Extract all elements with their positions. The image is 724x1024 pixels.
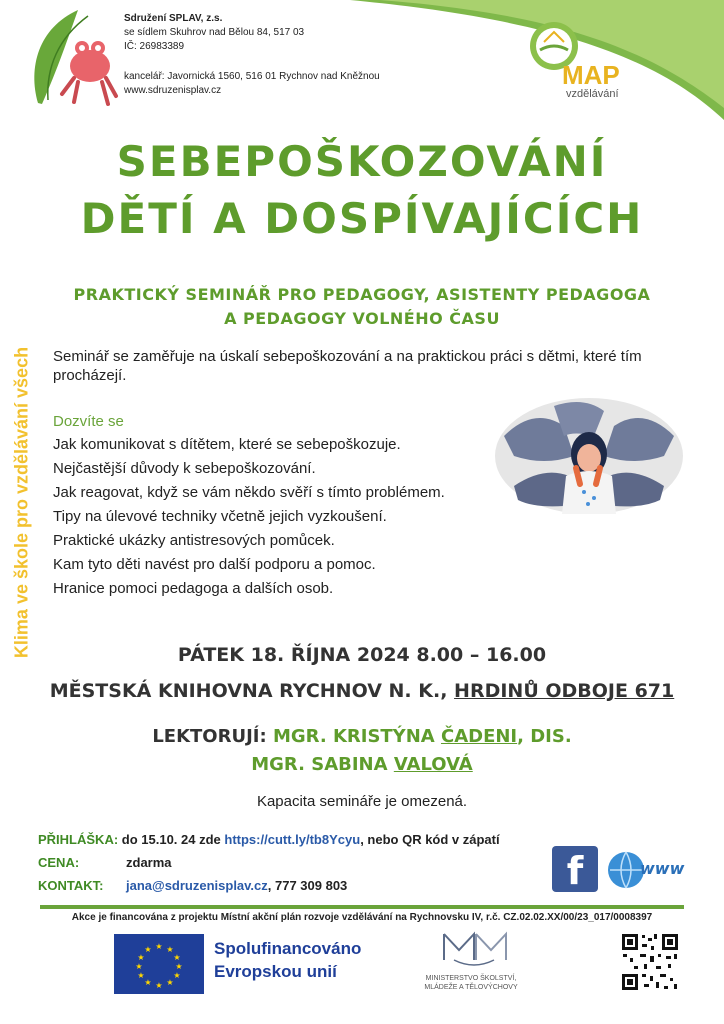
qr-code[interactable]	[620, 932, 680, 992]
svg-text:★: ★	[166, 978, 174, 987]
map-logo-text: MAP	[562, 60, 620, 90]
side-vertical-text: Klima ve škole pro vzdělávání všech	[11, 346, 32, 659]
list-item: Jak komunikovat s dítětem, které se sebepoškozuje.	[53, 436, 401, 453]
application-label: PŘIHLÁŠKA:	[38, 832, 119, 847]
svg-text:★: ★	[155, 981, 163, 990]
event-place-address: HRDINŮ ODBOJE 671	[454, 680, 675, 702]
facebook-icon[interactable]: f	[552, 846, 598, 892]
list-item: Kam tyto děti navést pro další podporu a pomoc.	[53, 556, 376, 573]
event-place-name: MĚSTSKÁ KNIHOVNA RYCHNOV N. K.,	[49, 680, 455, 702]
map-logo-subtitle: vzdělávání	[566, 88, 619, 100]
org-address: se sídlem Skuhrov nad Bělou 84, 517 03	[124, 27, 305, 38]
footer-divider	[40, 905, 684, 909]
eu-text-line1: Spolufinancováno	[214, 939, 362, 958]
application-link[interactable]: https://cutt.ly/tb8Ycyu	[224, 832, 361, 847]
lecturers-line2	[0, 754, 724, 775]
contact-row	[38, 878, 347, 893]
msmt-text	[396, 974, 546, 992]
svg-text:★: ★	[137, 971, 145, 980]
svg-text:★: ★	[144, 978, 152, 987]
distressed-person-illustration	[494, 396, 684, 516]
lecturers-line1	[0, 726, 724, 747]
contact-email[interactable]: jana@sdruzenisplav.cz	[126, 878, 268, 893]
subtitle-line1: PRAKTICKÝ SEMINÁŘ PRO PEDAGOGY, ASISTENTY PEDAGOGA	[73, 285, 651, 304]
lecturers-label: LEKTORUJÍ:	[152, 726, 273, 747]
contact-phone: , 777 309 803	[267, 878, 348, 893]
main-title-line1: SEBEPOŠKOZOVÁNÍ	[116, 137, 608, 186]
application-text: do 15.10. 24 zde	[118, 832, 225, 847]
eu-cofinanced-text	[214, 937, 361, 983]
www-globe-icon[interactable]	[606, 846, 686, 892]
contact-label: KONTAKT:	[38, 878, 104, 893]
event-date: PÁTEK 18. ŘÍJNA 2024 8.00 – 16.00	[177, 644, 547, 666]
org-name: Sdružení SPLAV, z.s.	[124, 13, 223, 24]
msmt-line2: MLÁDEŽE A TĚLOVÝCHOVY	[424, 984, 518, 991]
list-item: Nejčastější důvody k sebepoškozování.	[53, 460, 316, 477]
svg-text:★: ★	[173, 971, 181, 980]
organization-info	[124, 12, 404, 98]
application-text-qr: , nebo QR kód v zápatí	[360, 832, 500, 847]
list-item: Tipy na úlevové techniky včetně jejich vyzkoušení.	[53, 508, 387, 525]
eu-text-line2: Evropskou unií	[214, 962, 337, 981]
svg-text:★: ★	[175, 962, 183, 971]
main-title-line2: DĚTÍ A DOSPÍVAJÍCÍCH	[80, 194, 644, 243]
lecturer-2-surname: VALOVÁ	[393, 754, 473, 775]
list-item: Praktické ukázky antistresových pomůcek.	[53, 532, 335, 549]
svg-text:★: ★	[155, 942, 163, 951]
org-ico: IČ: 26983389	[124, 41, 185, 52]
price-value: zdarma	[126, 855, 172, 870]
capacity-note: Kapacita semináře je omezená.	[256, 793, 468, 810]
org-office: kancelář: Javornická 1560, 516 01 Rychnov nad Kněžnou	[124, 71, 380, 82]
lecturer-1-first: MGR. KRISTÝNA	[272, 726, 441, 747]
list-item: Hranice pomoci pedagoga a dalších osob.	[53, 580, 334, 597]
price-label: CENA:	[38, 855, 80, 870]
svg-text:★: ★	[137, 953, 145, 962]
svg-text:★: ★	[166, 945, 174, 954]
price-row	[38, 855, 172, 870]
application-row	[38, 832, 500, 847]
svg-text:★: ★	[144, 945, 152, 954]
msmt-line1: MINISTERSTVO ŠKOLSTVÍ,	[425, 975, 517, 982]
lecturer-1-title: , DIS.	[517, 726, 572, 747]
splav-logo	[28, 8, 120, 108]
event-place	[0, 680, 724, 702]
learn-list	[53, 433, 503, 601]
lecturer-1-surname: ČADENI	[440, 726, 518, 747]
org-web[interactable]: www.sdruzenisplav.cz	[124, 85, 222, 96]
www-text: www	[640, 859, 685, 878]
learn-heading: Dozvíte se	[53, 413, 124, 430]
funding-note: Akce je financována z projektu Místní akční plán rozvoje vzdělávání na Rychnovsku IV, r.č. CZ.02.02.XX/00/23_017/0008397	[71, 912, 653, 923]
svg-text:★: ★	[135, 962, 143, 971]
intro-text: Seminář se zaměřuje na úskalí sebepoškozování a na praktickou práci s dětmi, které tím procházejí.	[53, 348, 642, 384]
list-item: Jak reagovat, když se vám někdo svěří s tímto problémem.	[53, 484, 445, 501]
eu-flag-icon	[114, 934, 204, 994]
lecturer-2-first: MGR. SABINA	[251, 754, 394, 775]
svg-text:★: ★	[173, 953, 181, 962]
subtitle-line2: A PEDAGOGY VOLNÉHO ČASU	[224, 309, 500, 328]
